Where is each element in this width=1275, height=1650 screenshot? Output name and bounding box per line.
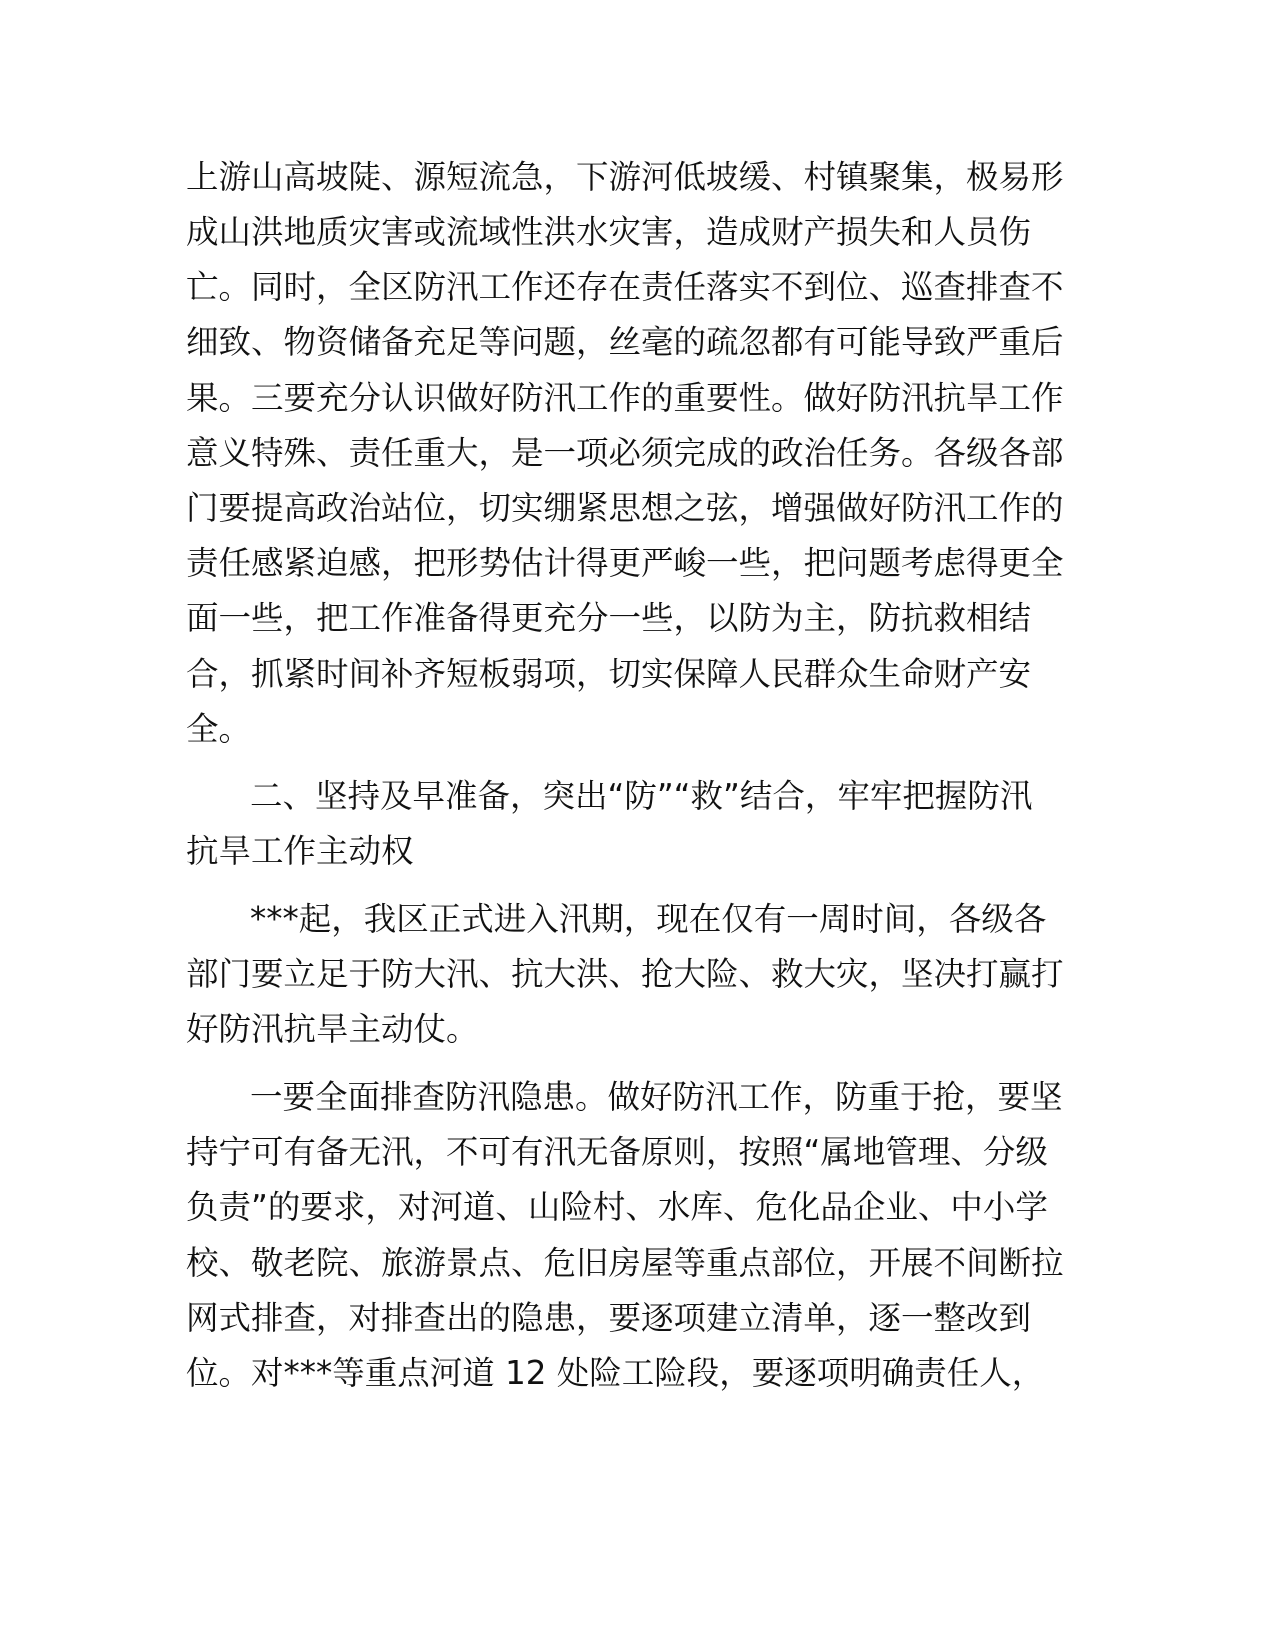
- body-text-line: 一要全面排查防汛隐患。做好防汛工作，防重于抢，要坚: [250, 1078, 1063, 1116]
- body-text-line: 意义特殊、责任重大，是一项必须完成的政治任务。各级各部: [186, 434, 1064, 472]
- body-text-line: 责任感紧迫感，把形势估计得更严峻一些，把问题考虑得更全: [186, 544, 1064, 582]
- body-text-line: 位。对***等重点河道 12 处险工险段，要逐项明确责任人，: [186, 1354, 1045, 1392]
- body-text-line: 负责”的要求，对河道、山险村、水库、危化品企业、中小学: [186, 1188, 1048, 1226]
- body-text-line: 合，抓紧时间补齐短板弱项，切实保障人民群众生命财产安: [186, 655, 1032, 693]
- body-text-line: 好防汛抗旱主动仗。: [186, 1010, 479, 1048]
- section-heading: 抗旱工作主动权: [186, 832, 414, 870]
- body-text-line: ***起，我区正式进入汛期，现在仅有一周时间，各级各: [250, 900, 1047, 938]
- body-text-line: 成山洪地质灾害或流域性洪水灾害，造成财产损失和人员伤: [186, 213, 1032, 251]
- body-text-line: 持宁可有备无汛，不可有汛无备原则，按照“属地管理、分级: [186, 1133, 1048, 1171]
- section-heading: 二、坚持及早准备，突出“防”“救”结合，牢牢把握防汛: [250, 777, 1033, 815]
- body-text-line: 面一些，把工作准备得更充分一些，以防为主，防抗救相结: [186, 599, 1032, 637]
- body-text-line: 部门要立足于防大汛、抗大洪、抢大险、救大灾，坚决打赢打: [186, 955, 1064, 993]
- body-text-line: 亡。同时，全区防汛工作还存在责任落实不到位、巡查排查不: [186, 268, 1064, 306]
- body-text-line: 全。: [186, 710, 252, 748]
- body-text-line: 校、敬老院、旅游景点、危旧房屋等重点部位，开展不间断拉: [186, 1244, 1064, 1282]
- body-text-line: 门要提高政治站位，切实绷紧思想之弦，增强做好防汛工作的: [186, 489, 1064, 527]
- body-text-line: 果。三要充分认识做好防汛工作的重要性。做好防汛抗旱工作: [186, 379, 1064, 417]
- body-text-line: 上游山高坡陡、源短流急，下游河低坡缓、村镇聚集，极易形: [186, 158, 1064, 196]
- body-text-line: 网式排查，对排查出的隐患，要逐项建立清单，逐一整改到: [186, 1299, 1032, 1337]
- body-text-line: 细致、物资储备充足等问题，丝毫的疏忽都有可能导致严重后: [186, 323, 1064, 361]
